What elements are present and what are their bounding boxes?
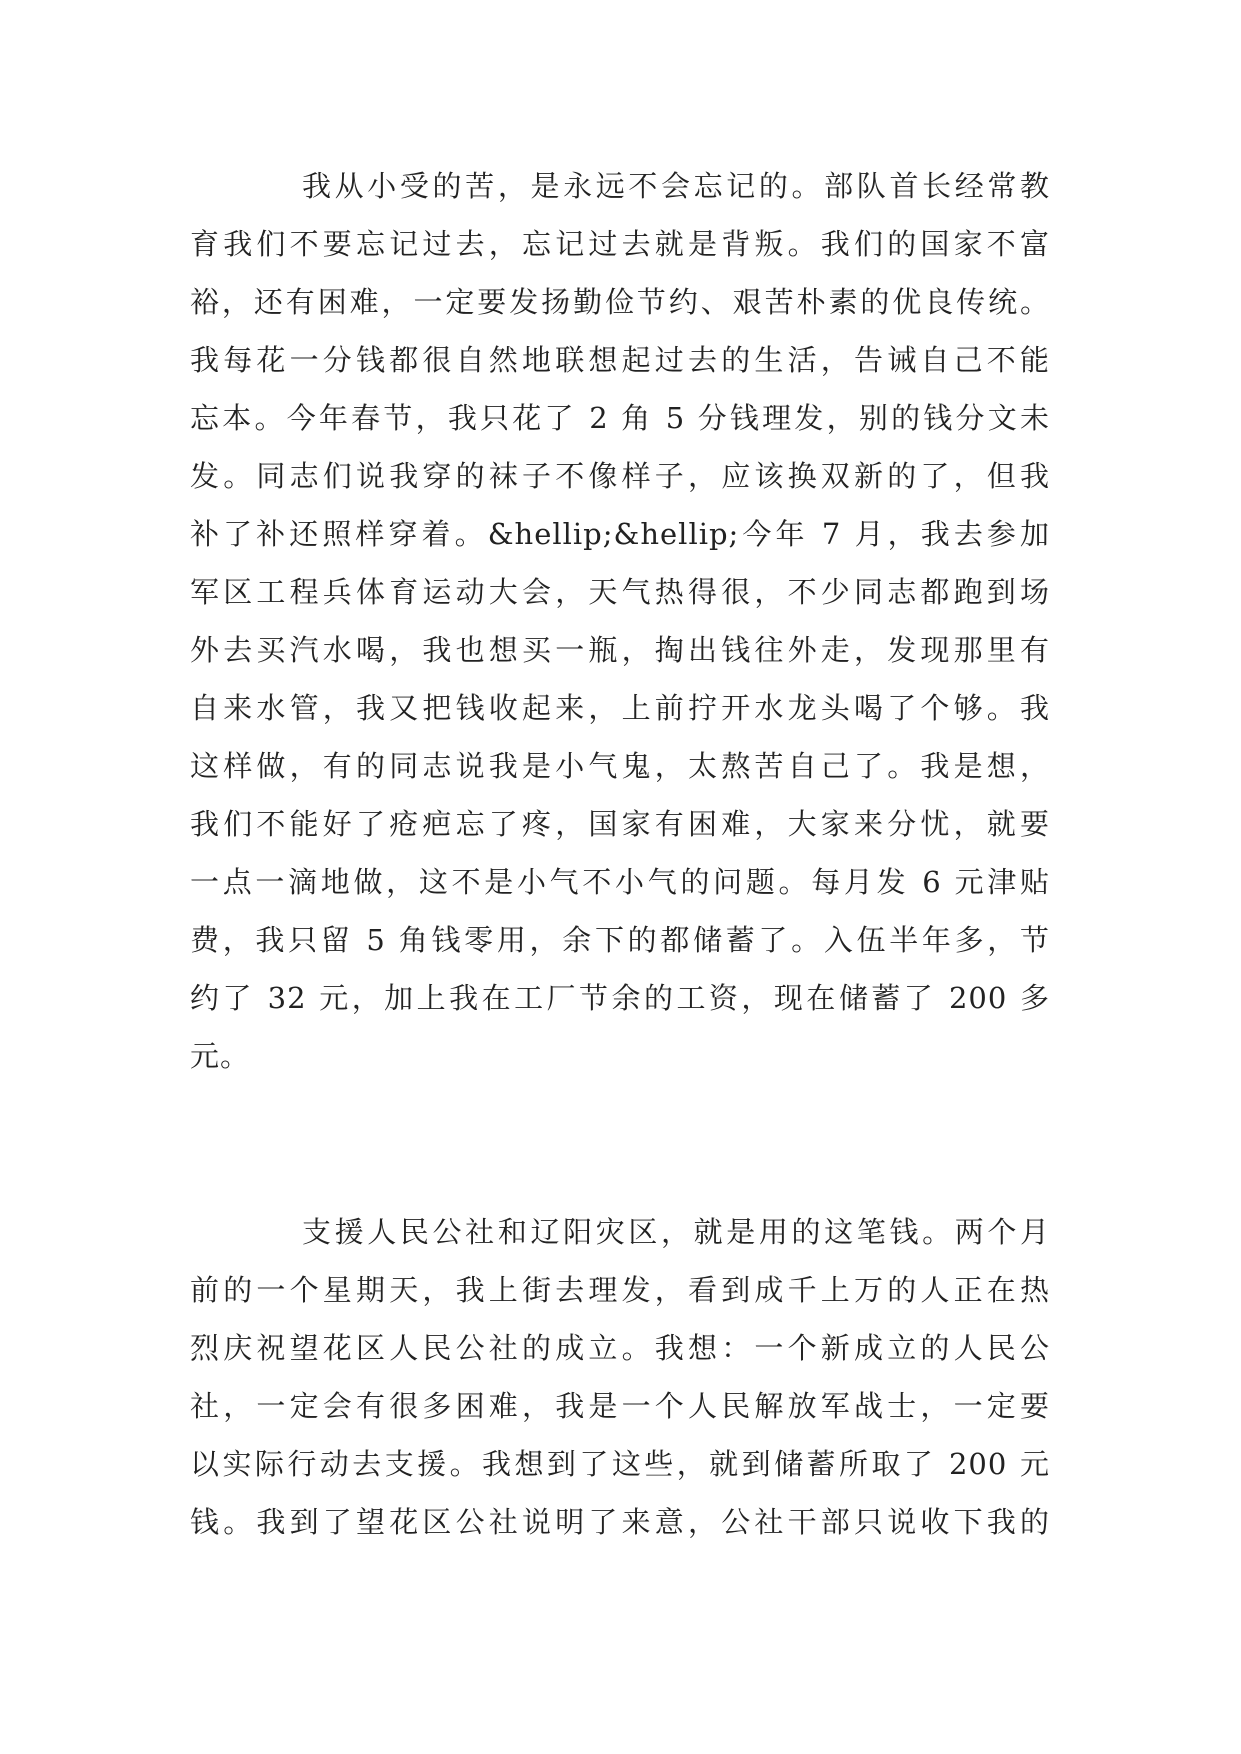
text-line: 支援人民公社和辽阳灾区，就是用的这笔钱。两个月	[302, 1215, 1050, 1249]
text-line: 约了 32 元，加上我在工厂节余的工资，现在储蓄了 200 多	[190, 981, 1050, 1015]
text-line: 社，一定会有很多困难，我是一个人民解放军战士，一定要	[190, 1389, 1050, 1423]
text-line: 发。同志们说我穿的袜子不像样子，应该换双新的了，但我	[190, 459, 1050, 493]
text-line: 我从小受的苦，是永远不会忘记的。部队首长经常教	[302, 169, 1050, 203]
text-line: 以实际行动去支援。我想到了这些，就到储蓄所取了 200 元	[190, 1447, 1050, 1481]
text-line: 军区工程兵体育运动大会，天气热得很，不少同志都跑到场	[190, 575, 1050, 609]
text-line: 烈庆祝望花区人民公社的成立。我想：一个新成立的人民公	[190, 1331, 1050, 1365]
text-line: 钱。我到了望花区公社说明了来意，公社干部只说收下我的	[190, 1505, 1050, 1539]
text-line: 元。	[190, 1039, 251, 1073]
text-line: 一点一滴地做，这不是小气不小气的问题。每月发 6 元津贴	[190, 865, 1050, 899]
paragraph-2	[190, 1203, 1050, 1551]
text-line: 费，我只留 5 角钱零用，余下的都储蓄了。入伍半年多，节	[190, 923, 1050, 957]
text-line: 这样做，有的同志说我是小气鬼，太熬苦自己了。我是想，	[190, 749, 1050, 783]
text-line: 补了补还照样穿着。&hellip;&hellip;今年 7 月，我去参加	[190, 517, 1050, 551]
paragraph-1	[190, 157, 1050, 1085]
text-line: 裕，还有困难，一定要发扬勤俭节约、艰苦朴素的优良传统。	[190, 285, 1050, 319]
text-line: 前的一个星期天，我上街去理发，看到成千上万的人正在热	[190, 1273, 1050, 1307]
text-line: 我们不能好了疮疤忘了疼，国家有困难，大家来分忧，就要	[190, 807, 1050, 841]
text-line: 外去买汽水喝，我也想买一瓶，掏出钱往外走，发现那里有	[190, 633, 1050, 667]
text-line: 育我们不要忘记过去，忘记过去就是背叛。我们的国家不富	[190, 227, 1050, 261]
text-line: 忘本。今年春节，我只花了 2 角 5 分钱理发，别的钱分文未	[190, 401, 1050, 435]
text-line: 自来水管，我又把钱收起来，上前拧开水龙头喝了个够。我	[190, 691, 1050, 725]
text-line: 我每花一分钱都很自然地联想起过去的生活，告诫自己不能	[190, 343, 1050, 377]
